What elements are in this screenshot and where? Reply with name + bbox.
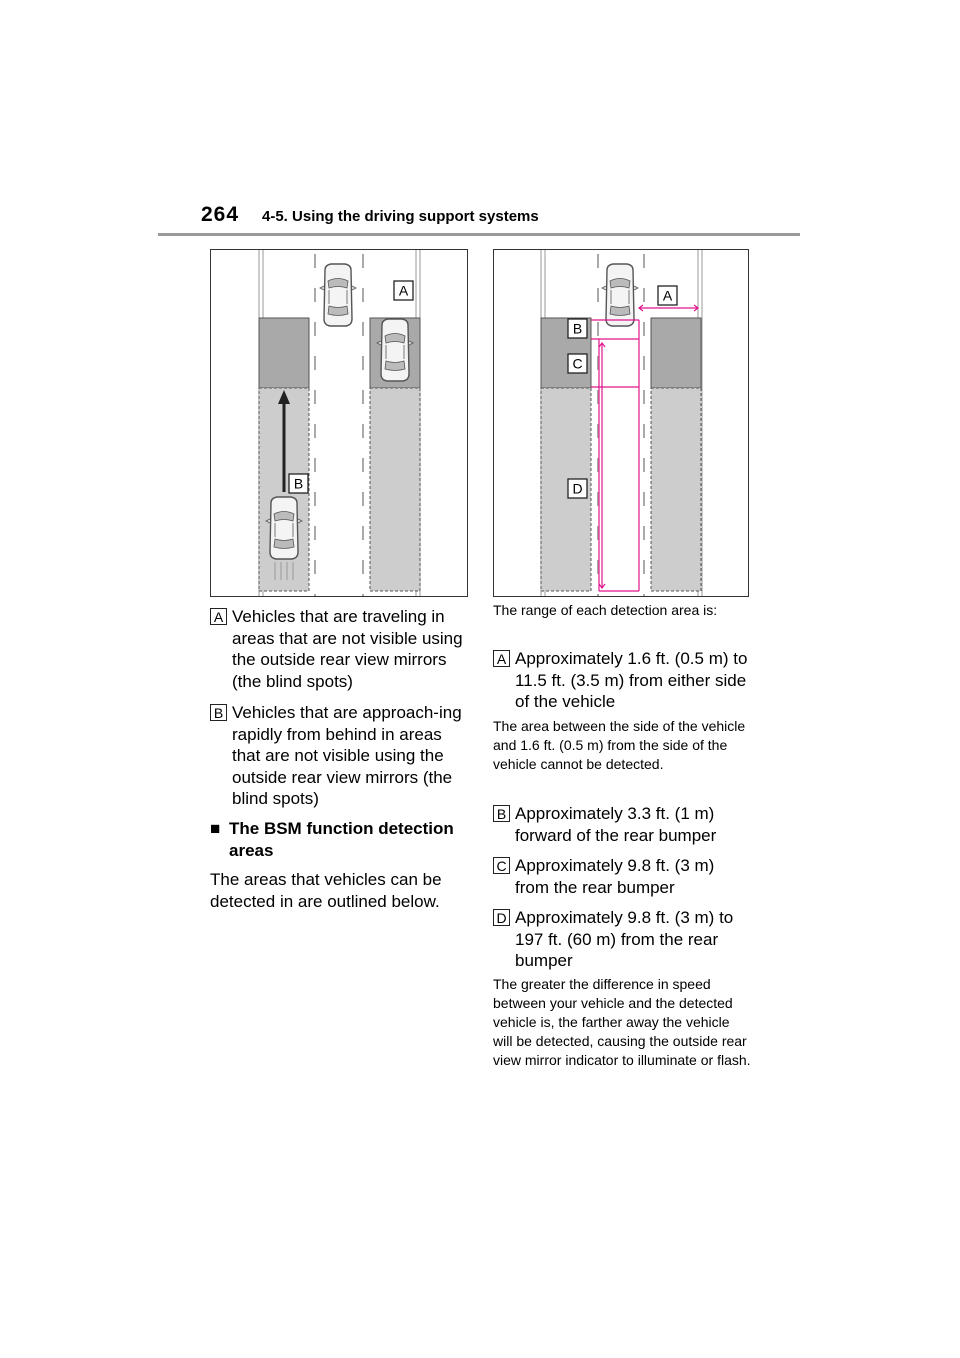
- fig2-label-d: D: [572, 480, 583, 497]
- section-title: 4-5. Using the driving support systems: [262, 208, 539, 225]
- range-note-d: The greater the difference in speed between your vehicle and the detected vehicle is, the farther away the vehicle will be detected, causing the outside rear view mirror indicator to illuminate or flash.: [493, 976, 751, 1068]
- range-item-c: [493, 855, 753, 898]
- section-heading: ■ The BSM function detection areas: [210, 819, 454, 860]
- item-text: Approximately 9.8 ft. (3 m) from the rear bumper: [515, 856, 715, 897]
- item-text: Approximately 3.3 ft. (1 m) forward of the rear bumper: [515, 804, 717, 845]
- fig2-label-a: A: [662, 287, 673, 304]
- range-item-a: [493, 648, 753, 713]
- intro-text: The range of each detection area is:: [493, 602, 718, 618]
- item-text: Approximately 1.6 ft. (0.5 m) to 11.5 ft. (3.5 m) from either side of the vehicle: [515, 649, 748, 711]
- list-item-b: [210, 702, 468, 810]
- item-letter: B: [493, 805, 510, 822]
- page-number: 264: [201, 203, 240, 226]
- item-text: Vehicles that are approach-ing rapidly from behind in areas that are not visible using the outside rear view mirrors (the blind spots): [232, 703, 462, 808]
- list-item-a: [210, 606, 468, 692]
- fig2-label-b: B: [572, 320, 583, 337]
- detection-area-diagram: [493, 249, 749, 597]
- item-text: Approximately 9.8 ft. (3 m) to 197 ft. (60 m) from the rear bumper: [515, 908, 734, 970]
- header-divider: [158, 233, 800, 236]
- item-letter: A: [210, 608, 227, 625]
- fig1-label-b: B: [293, 475, 304, 492]
- body-paragraph: The areas that vehicles can be detected in are outlined below.: [210, 870, 442, 911]
- item-letter: A: [493, 650, 510, 667]
- fig2-label-c: C: [572, 355, 583, 372]
- item-text: Vehicles that are traveling in areas that are not visible using the outside rear view mirrors (the blind spots): [232, 607, 463, 691]
- range-note-a: The area between the side of the vehicle and 1.6 ft. (0.5 m) from the side of the vehicle cannot be detected.: [493, 718, 746, 772]
- heading-marker: ■: [210, 819, 221, 838]
- item-letter: D: [493, 909, 510, 926]
- fig1-label-a: A: [398, 282, 409, 299]
- range-item-d: [493, 907, 753, 972]
- item-letter: B: [210, 704, 227, 721]
- blind-spot-diagram: [210, 249, 468, 597]
- item-letter: C: [493, 857, 510, 874]
- range-item-b: [493, 803, 753, 846]
